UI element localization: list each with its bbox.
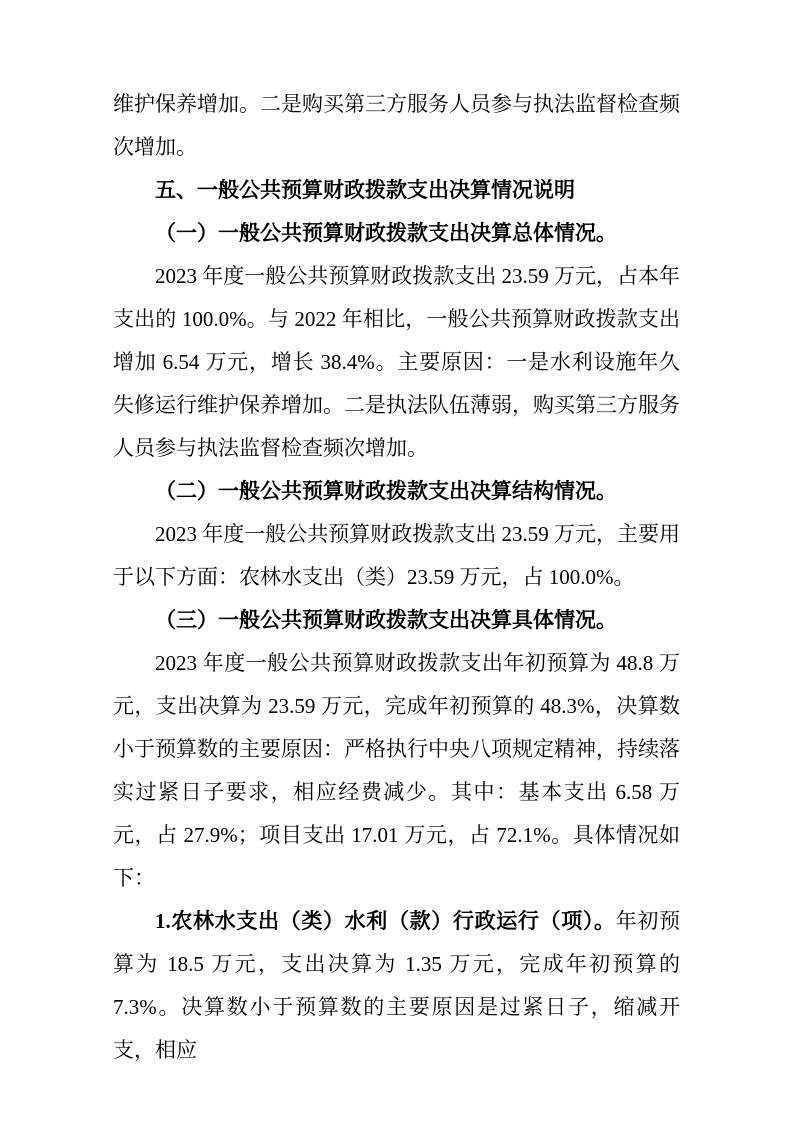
item-1-bold-lead: 1.农林水支出（类）水利（款）行政运行（项）。 xyxy=(155,909,616,933)
paragraph-continuation-from-previous-page: 维护保养增加。二是购买第三方服务人员参与执法监督检查频次增加。 xyxy=(113,92,680,159)
document-body xyxy=(113,83,680,1072)
paragraph-structure-situation: 2023 年度一般公共预算财政拨款支出 23.59 万元，主要用于以下方面：农林水支出（类）23.59 万元，占 100.0%。 xyxy=(113,522,680,589)
subsection-heading-2: （二）一般公共预算财政拨款支出决算结构情况。 xyxy=(155,479,617,503)
paragraph-specific-situation: 2023 年度一般公共预算财政拨款支出年初预算为 48.8 万元，支出决算为 23.59 万元，完成年初预算的 48.3%，决算数小于预算数的主要原因：严格执行中央八项规定精神，持续落实过紧日子要求，相应经费减少。其中：基本支出 6.58 万元，占 27.9%；项目支出 17.01 万元，占 72.1%。具体情况如下： xyxy=(113,651,680,890)
item-1-body-text: 年初预算为 18.5 万元，支出决算为 1.35 万元，完成年初预算的 7.3%。决算数小于预算数的主要原因是过紧日子，缩减开支，相应 xyxy=(113,909,680,1062)
paragraph-item-1 xyxy=(113,900,680,1072)
section-heading-5: 五、一般公共预算财政拨款支出决算情况说明 xyxy=(155,178,575,202)
subsection-heading-3: （三）一般公共预算财政拨款支出决算具体情况。 xyxy=(155,608,617,632)
paragraph-overall-situation: 2023 年度一般公共预算财政拨款支出 23.59 万元，占本年支出的 100.0%。与 2022 年相比，一般公共预算财政拨款支出增加 6.54 万元，增长 38.4%。主要原因：一是水利设施年久失修运行维护保养增加。二是执法队伍薄弱，购买第三方服务人员参与执法监督检查频次增加。 xyxy=(113,264,680,460)
subsection-heading-1: （一）一般公共预算财政拨款支出决算总体情况。 xyxy=(155,221,617,245)
